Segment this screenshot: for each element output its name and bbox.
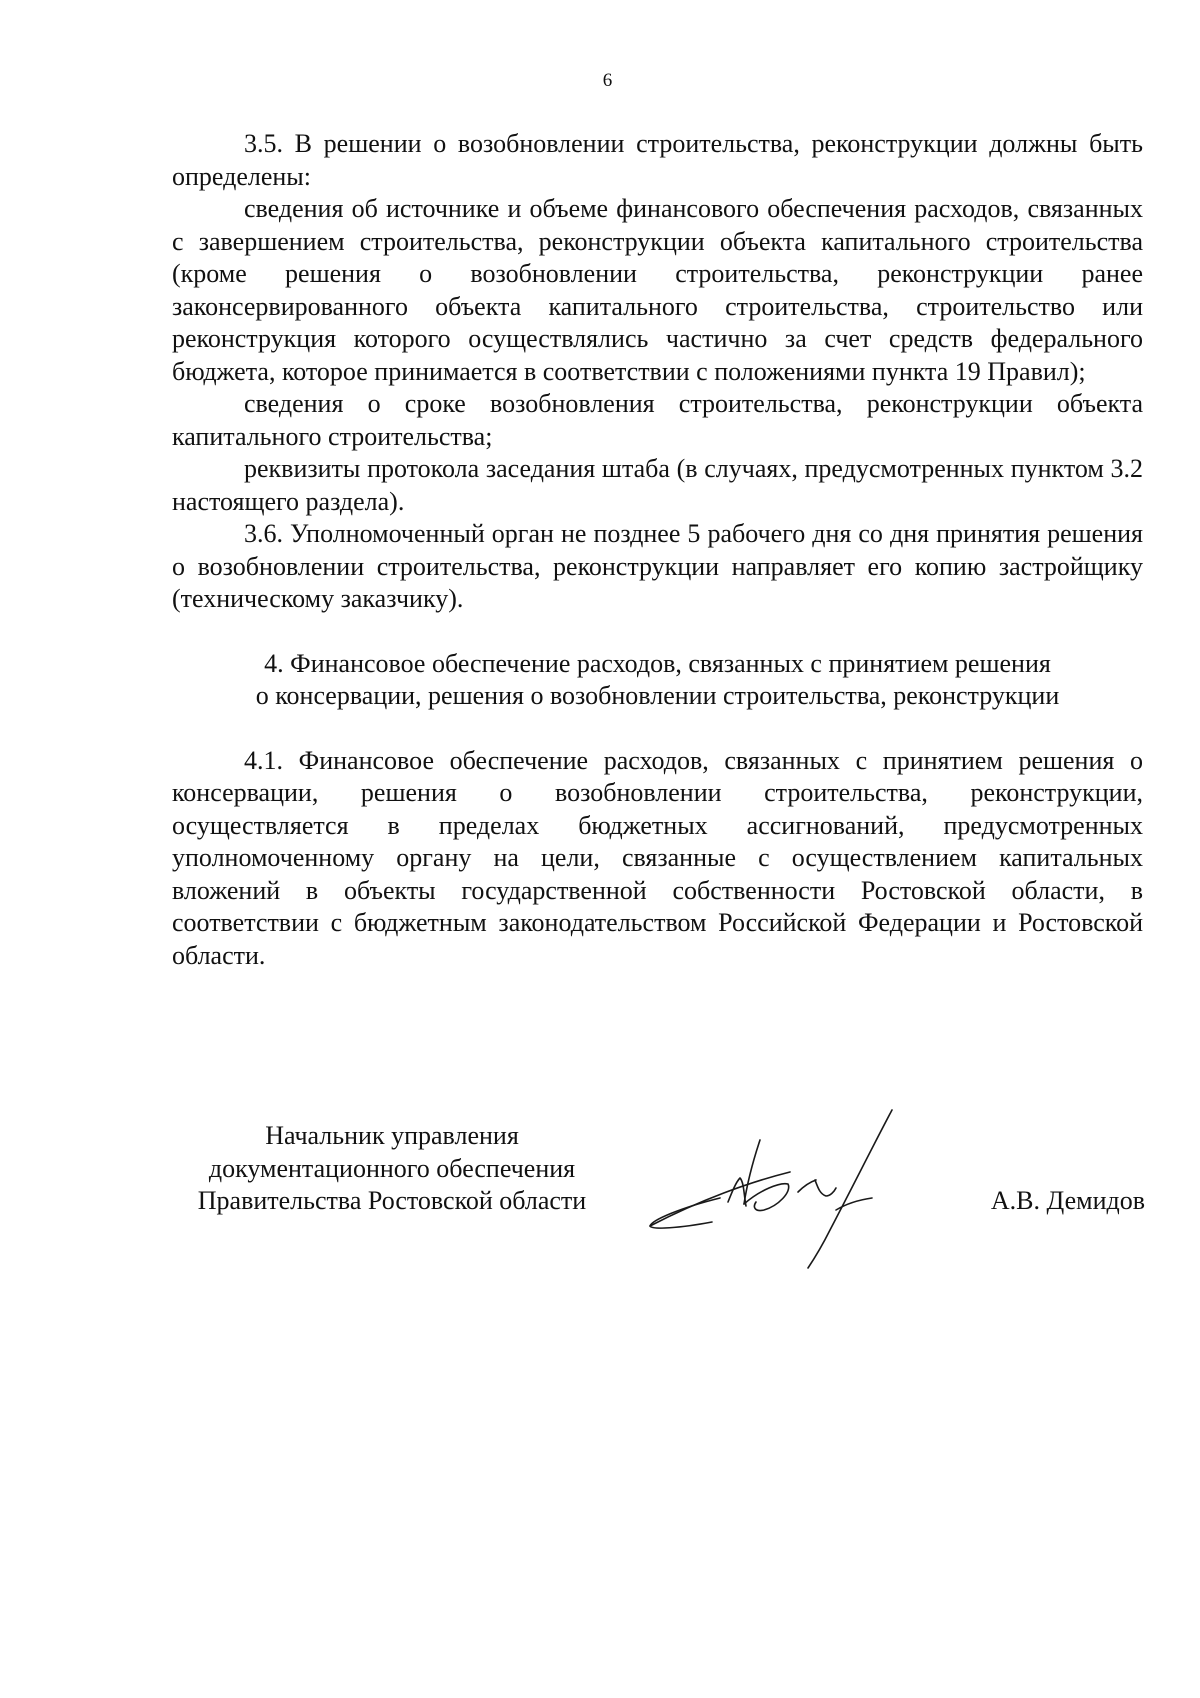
signatory-name: А.В. Демидов bbox=[990, 1186, 1145, 1215]
signatory-title-line2: документационного обеспечения bbox=[208, 1153, 576, 1183]
document-body bbox=[172, 128, 1143, 972]
paragraph-funding-info: сведения об источнике и объеме финансового обеспечения расходов, связанных с завершением строительства, реконструкции объекта капитального строительства (кроме решения о возобновлении строительства, реконструкции ранее законсервированного объекта капитального строительства, строительство или реконструкция которого осуществлялись частично за счет средств федерального бюджета, которое принимается в соответствии с положениями пункта 19 Правил); bbox=[172, 194, 1143, 386]
paragraph-3-5: 3.5. В решении о возобновлении строительства, реконструкции должны быть определены: bbox=[172, 129, 1143, 191]
signatory-title-line1: Начальник управления bbox=[265, 1121, 519, 1150]
section-4-heading bbox=[172, 616, 1143, 745]
paragraph-resumption-term: сведения о сроке возобновления строительства, реконструкции объекта капитального строительства; bbox=[172, 389, 1143, 451]
section-4-heading-line1: 4. Финансовое обеспечение расходов, связанных с принятием решения bbox=[264, 648, 1051, 678]
signatory-title bbox=[172, 1120, 612, 1218]
signatory-title-line3: Правительства Ростовской области bbox=[197, 1186, 587, 1215]
paragraph-4-1: 4.1. Финансовое обеспечение расходов, связанных с принятием решения о консервации, решения о возобновлении строительства, реконструкции, осуществляется в пределах бюджетных ассигнований, предусмотренных уполномоченному органу на цели, связанные с осуществлением капитальных вложений в объекты государственной собственности Ростовской области, в соответствии с бюджетным законодательством Российской Федерации и Ростовской области. bbox=[172, 745, 1143, 970]
paragraph-3-6: 3.6. Уполномоченный орган не позднее 5 рабочего дня со дня принятия решения о возобновлении строительства, реконструкции направляет его копию застройщику (техническому заказчику). bbox=[172, 519, 1143, 613]
page-number: 6 bbox=[602, 70, 613, 91]
paragraph-protocol-details: реквизиты протокола заседания штаба (в случаях, предусмотренных пунктом 3.2 настоящего раздела). bbox=[172, 454, 1143, 516]
section-4-heading-line2: о консервации, решения о возобновлении строительства, реконструкции bbox=[255, 681, 1060, 710]
handwritten-signature bbox=[640, 1100, 950, 1270]
